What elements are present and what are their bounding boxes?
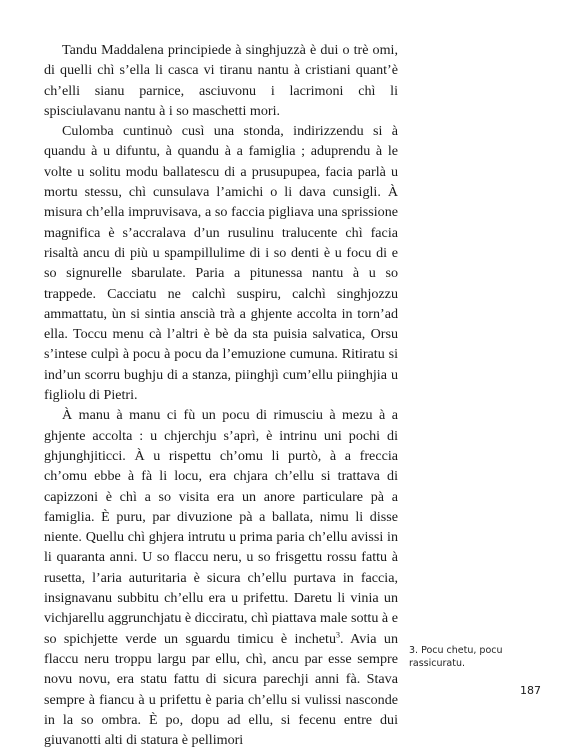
footnote-reference: 3 [336,629,341,639]
main-text [44,40,398,750]
paragraph-3-text-after: . Avia un flaccu neru troppu largu par ellu, chì, ancu par esse sempre novu novu, era statu fattu di sicura parechji anni fà. Stava sempre à fiancu à u prifettu è paria ch’ellu si vulissi nasconde in la so ombra. È po, dopu ad ellu, si fecenu entre dui giuvanotti alti di statura è pellimori [44,630,398,749]
page-number: 187 [520,684,541,697]
footnote: 3. Pocu chetu, pocu rassicuratu. [409,645,503,669]
paragraph-1: Tandu Maddalena principiede à singhjuzzà è dui o trè omi, di quelli chì s’ella li casca vi tiranu nantu à cristiani quant’è ch’elli sianu parnice, asciuvonu i lacrimoni chì li spisciulavanu nantu à i so maschetti mori. [44,42,398,119]
paragraph-3 [44,405,398,750]
paragraph-3-text-before: À manu à manu ci fù un pocu di rimusciu à mezu à a ghjente accolta : u chjerchju s’aprì, è intrinu uni pochi di ghjunghjiticci. À u rispettu ch’omu li purtò, à a freccia ch’omu ebbe à fà li locu, era chjara ch’ellu si trattava di capizzoni è chì a so visita era un anore particulare pà a famiglia. È puru, par divuzione pà a ballata, nimu li disse niente. Quellu chì ghjera intrutu u prima paria ch’ellu avissi in li quaranta anni. U so flaccu neru, u so frisgettu rossu fattu à rusetta, l’aria auturitaria è sicura ch’ellu purtava in faccia, insignavanu subbitu ch’ellu era u prifettu. Daretu li vinia un vichjarellu aggrunchjatu è dicciratu, chì piattava male sottu à e so spichjette verde un sguardu timicu è inchetu [44,407,398,647]
paragraph-2: Culomba cuntinuò cusì una stonda, indirizzendu si à quandu à u difuntu, à quandu à a famiglia ; aduprendu à le volte u solitu modu ballatescu di a prusupupea, facia parlà u mortu stessu, chì cunsulava l’amichi o li dava cunsigli. À misura ch’ella impruvisava, a so faccia pigliava una sprissione magnifica è s’accralava d’un rusulinu tralucente chì facia risaltà ancu di più u spampillulime di i so denti è u focu di e so signurelle sbarulate. Paria a pitunessa nantu à u so trappede. Cacciatu ne calchì suspiru, calchì singhjozzu ammattatu, ùn si sintia anscià trà a ghjente accolta in torn’ad ella. Toccu menu cà l’altri è bè da sta puisia salvatica, Orsu s’intese culpì à pocu à pocu da l’emuzione cumuna. Ritiratu si ind’un scorru bughju di a stanza, piinghjì cum’ellu piinghjia u figliolu di Pietri. [44,123,398,404]
